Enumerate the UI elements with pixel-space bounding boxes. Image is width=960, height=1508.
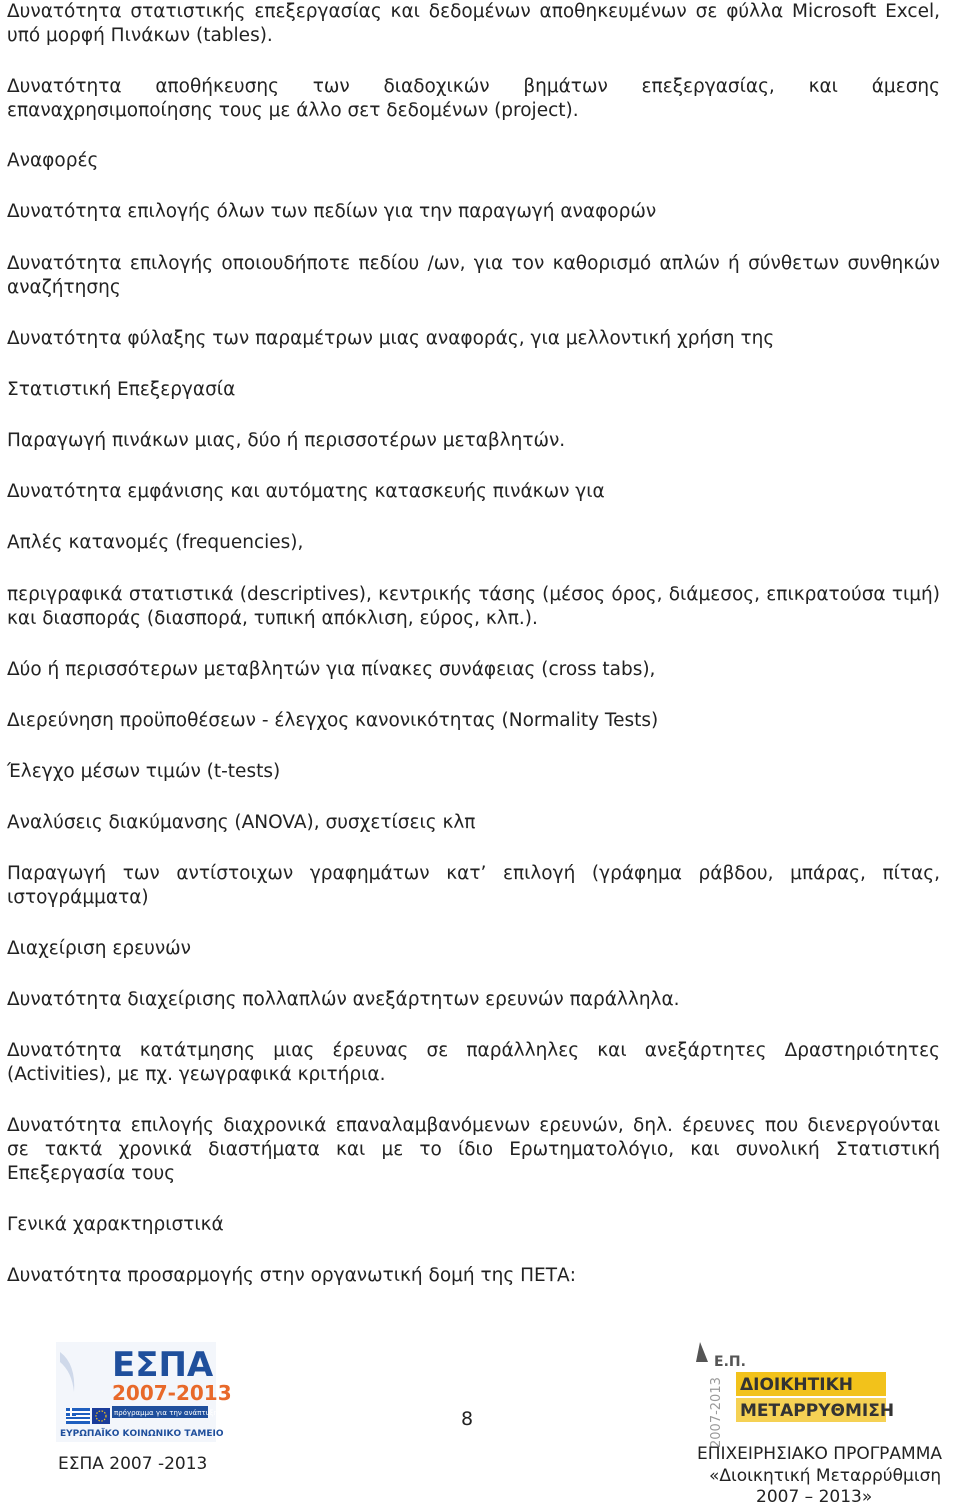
- paragraph-anova: Αναλύσεις διακύμανσης (ANOVA), συσχετίσεις κλπ: [7, 812, 476, 833]
- footer-left-caption: ΕΣΠΑ 2007 -2013: [58, 1454, 208, 1474]
- heading-survey-management: Διαχείριση ερευνών: [7, 938, 191, 959]
- logo-years: 2007-2013: [709, 1377, 724, 1448]
- paragraph-report-fields: Δυνατότητα επιλογής όλων των πεδίων για την παραγωγή αναφορών: [7, 201, 657, 222]
- administrative-reform-logo: [690, 1340, 895, 1450]
- paragraph-tables: Παραγωγή πινάκων μιας, δύο ή περισσοτέρων μεταβλητών.: [7, 430, 566, 451]
- heading-general-features: Γενικά χαρακτηριστικά: [7, 1214, 224, 1235]
- greek-flag-icon: [66, 1408, 90, 1424]
- paragraph-recurring-surveys: Δυνατότητα επιλογής διαχρονικά επαναλαμβανόμενων ερευνών, δηλ. έρευνες που διενεργούνται σε τακτά χρονικά διαστήματα και με το ίδιο Ερωτηματολόγιο, και συνολική Στατιστική Επεξεργασία τους: [7, 1115, 940, 1184]
- paragraph-org-structure: Δυνατότητα προσαρμογής στην οργανωτική δομή της ΠΕΤΑ:: [7, 1265, 576, 1286]
- espa-logo-fund: ΕΥΡΩΠΑΪΚΟ ΚΟΙΝΩΝΙΚΟ ΤΑΜΕΙΟ: [60, 1429, 224, 1439]
- page-footer: [0, 1330, 960, 1508]
- paragraph-search-conditions: Δυνατότητα επιλογής οποιουδήποτε πεδίου /ων, για τον καθορισμό απλών ή σύνθετων συνθηκών αναζήτησης: [7, 253, 940, 298]
- espa-logo-title: ΕΣΠΑ: [112, 1345, 214, 1385]
- footer-right-caption-line1: ΕΠΙΧΕΙΡΗΣΙΑΚΟ ΠΡΟΓΡΑΜΜΑ: [697, 1444, 943, 1464]
- paragraph-save-parameters: Δυνατότητα φύλαξης των παραμέτρων μιας αναφοράς, για μελλοντική χρήση της: [7, 328, 775, 349]
- espa-logo: [56, 1342, 232, 1442]
- paragraph-project: Δυνατότητα αποθήκευσης των διαδοχικών βημάτων επεξεργασίας, και άμεσης επαναχρησιμοποίησης τους με άλλο σετ δεδομένων (project).: [7, 76, 940, 121]
- logo-line-2: ΜΕΤΑΡΡΥΘΜΙΣΗ: [740, 1401, 895, 1421]
- logo-prefix: Ε.Π.: [714, 1354, 746, 1370]
- paragraph-excel: Δυνατότητα στατιστικής επεξεργασίας και δεδομένων αποθηκευμένων σε φύλλα Microsoft Excel, υπό μορφή Πινάκων (tables).: [7, 1, 940, 46]
- paragraph-normality: Διερεύνηση προϋποθέσεων - έλεγχος κανονικότητας (Normality Tests): [7, 710, 659, 731]
- footer-right-caption-line2: «Διοικητική Μεταρρύθμιση: [709, 1466, 942, 1486]
- heading-statistics: Στατιστική Επεξεργασία: [7, 379, 236, 400]
- espa-logo-graphic: [56, 1342, 232, 1442]
- administrative-reform-logo-graphic: [690, 1340, 895, 1450]
- paragraph-t-tests: Έλεγχο μέσων τιμών (t-tests): [7, 761, 281, 782]
- paragraph-frequencies: Απλές κατανομές (frequencies),: [7, 532, 304, 553]
- heading-reports: Αναφορές: [7, 150, 99, 171]
- paragraph-activities: Δυνατότητα κατάτμησης μιας έρευνας σε παράλληλες και ανεξάρτητες Δραστηριότητες (Activities), με πχ. γεωγραφικά κριτήρια.: [7, 1040, 940, 1085]
- espa-logo-tagline: πρόγραμμα για την ανάπτυξη: [114, 1409, 218, 1417]
- logo-pointer-icon: [696, 1342, 708, 1362]
- paragraph-parallel-surveys: Δυνατότητα διαχείρισης πολλαπλών ανεξάρτητων ερευνών παράλληλα.: [7, 989, 680, 1010]
- eu-flag-icon: [92, 1408, 110, 1424]
- paragraph-descriptives: περιγραφικά στατιστικά (descriptives), κεντρικής τάσης (μέσος όρος, διάμεσος, επικρατούσα τιμή) και διασποράς (διασπορά, τυπική απόκλιση, εύρος, κλπ.).: [7, 584, 940, 629]
- page-number: 8: [461, 1408, 474, 1430]
- espa-logo-years: 2007-2013: [112, 1381, 232, 1405]
- paragraph-cross-tabs: Δύο ή περισσότερων μεταβλητών για πίνακες συνάφειας (cross tabs),: [7, 659, 656, 680]
- footer-right-caption-line3: 2007 – 2013»: [756, 1487, 873, 1507]
- paragraph-charts: Παραγωγή των αντίστοιχων γραφημάτων κατ’ επιλογή (γράφημα ράβδου, μπάρας, πίτας, ιστογράμματα): [7, 863, 940, 908]
- paragraph-auto-tables: Δυνατότητα εμφάνισης και αυτόματης κατασκευής πινάκων για: [7, 481, 605, 502]
- logo-line-1: ΔΙΟΙΚΗΤΙΚΗ: [740, 1375, 853, 1395]
